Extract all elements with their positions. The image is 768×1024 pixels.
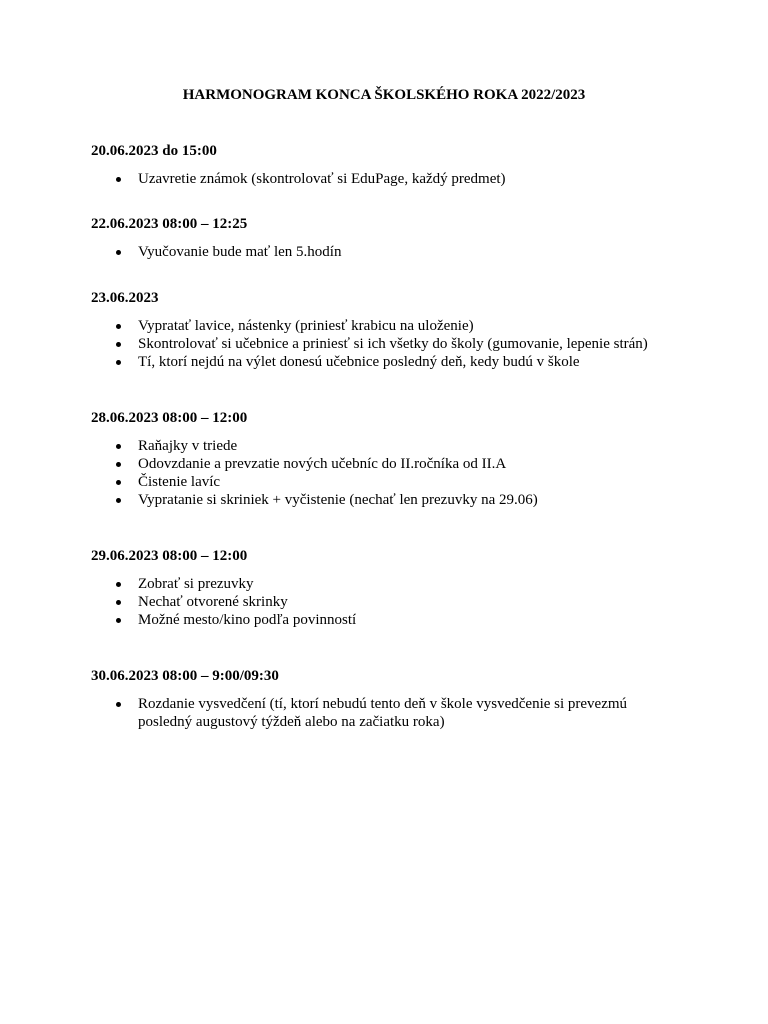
section-bullet-list xyxy=(91,437,691,509)
list-item-text: Čistenie lavíc xyxy=(138,474,221,490)
section-date-heading: 29.06.2023 08:00 – 12:00 xyxy=(91,548,248,564)
bullet-icon xyxy=(116,600,121,605)
list-item xyxy=(91,695,691,731)
list-item-text: Vypratať lavice, nástenky (priniesť krabicu na uloženie) xyxy=(138,318,474,334)
list-item xyxy=(91,473,691,491)
bullet-icon xyxy=(116,462,121,467)
list-item-text: Tí, ktorí nejdú na výlet donesú učebnice posledný deň, kedy budú v škole xyxy=(138,354,580,370)
list-item-text: Vyučovanie bude mať len 5.hodín xyxy=(138,244,342,260)
list-item xyxy=(91,611,691,629)
list-item-text: Odovzdanie a prevzatie nových učebníc do II.ročníka od II.A xyxy=(138,456,507,472)
list-item xyxy=(91,491,691,509)
section-2023-06-29 xyxy=(91,547,691,629)
list-item-text: Vypratanie si skriniek + vyčistenie (nechať len prezuvky na 29.06) xyxy=(138,492,538,508)
section-bullet-list xyxy=(91,695,691,731)
section-2023-06-20 xyxy=(91,142,691,188)
list-item-text: Skontrolovať si učebnice a priniesť si ich všetky do školy (gumovanie, lepenie strán) xyxy=(138,336,648,352)
bullet-icon xyxy=(116,702,121,707)
list-item xyxy=(91,335,691,353)
section-bullet-list xyxy=(91,170,691,188)
list-item-text: Raňajky v triede xyxy=(138,438,238,454)
section-date-heading: 20.06.2023 do 15:00 xyxy=(91,143,217,159)
section-date-heading: 28.06.2023 08:00 – 12:00 xyxy=(91,410,248,426)
list-item xyxy=(91,317,691,335)
list-item xyxy=(91,243,691,261)
bullet-icon xyxy=(116,177,121,182)
section-date-heading: 22.06.2023 08:00 – 12:25 xyxy=(91,216,248,232)
bullet-icon xyxy=(116,480,121,485)
list-item xyxy=(91,437,691,455)
list-item-text: Zobrať si prezuvky xyxy=(138,576,254,592)
bullet-icon xyxy=(116,324,121,329)
list-item-text: Možné mesto/kino podľa povinností xyxy=(138,612,357,628)
bullet-icon xyxy=(116,498,121,503)
bullet-icon xyxy=(116,582,121,587)
bullet-icon xyxy=(116,444,121,449)
list-item xyxy=(91,353,691,371)
bullet-icon xyxy=(116,618,121,623)
section-date-heading: 30.06.2023 08:00 – 9:00/09:30 xyxy=(91,668,279,684)
section-date-heading: 23.06.2023 xyxy=(91,290,159,306)
section-bullet-list xyxy=(91,317,691,371)
section-bullet-list xyxy=(91,575,691,629)
section-2023-06-22 xyxy=(91,215,691,261)
list-item xyxy=(91,593,691,611)
document-title: HARMONOGRAM KONCA ŠKOLSKÉHO ROKA 2022/2023 xyxy=(182,87,586,103)
bullet-icon xyxy=(116,250,121,255)
section-2023-06-23 xyxy=(91,289,691,371)
list-item-text: Nechať otvorené skrinky xyxy=(138,594,288,610)
list-item xyxy=(91,455,691,473)
section-2023-06-30 xyxy=(91,667,691,731)
list-item-text: Rozdanie vysvedčení (tí, ktorí nebudú tento deň v škole vysvedčenie si prevezmú posledný augustový týždeň alebo na začiatku roka) xyxy=(138,696,628,730)
list-item-text: Uzavretie známok (skontrolovať si EduPage, každý predmet) xyxy=(138,171,506,187)
section-bullet-list xyxy=(91,243,691,261)
section-2023-06-28 xyxy=(91,409,691,509)
bullet-icon xyxy=(116,360,121,365)
list-item xyxy=(91,170,691,188)
list-item xyxy=(91,575,691,593)
bullet-icon xyxy=(116,342,121,347)
